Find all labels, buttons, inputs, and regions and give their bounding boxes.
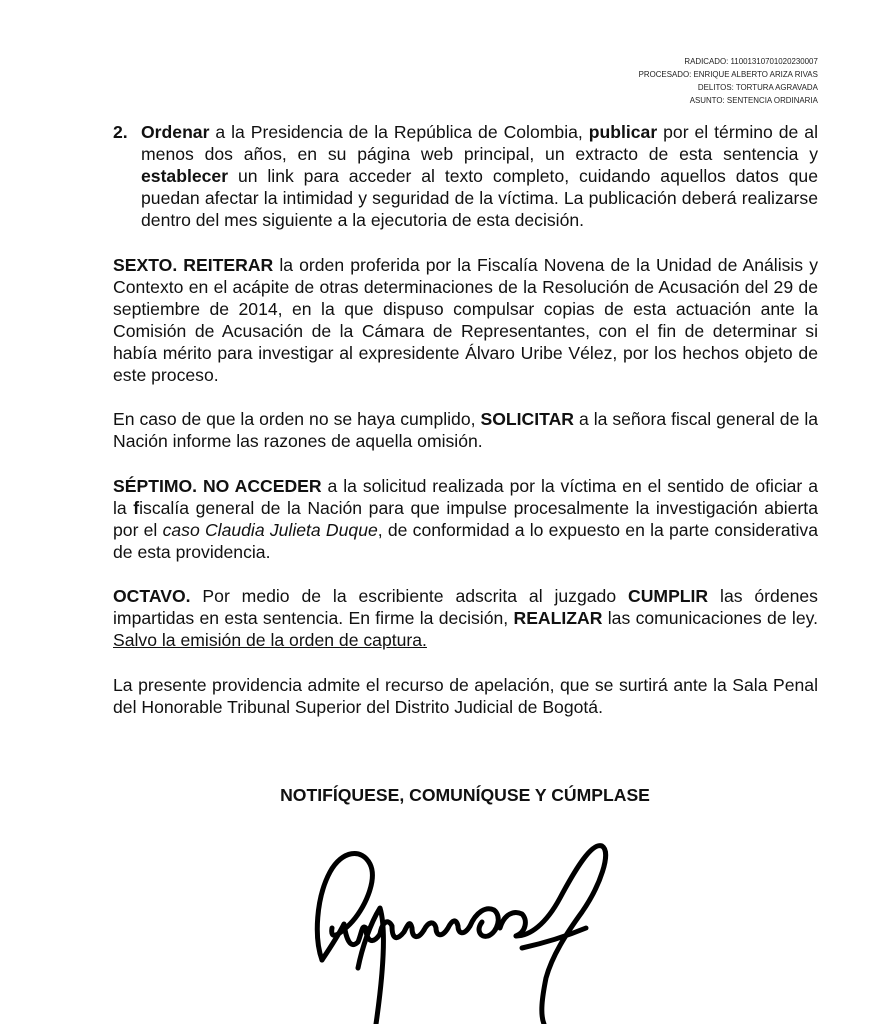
keyword-publicar: publicar (588, 122, 658, 142)
paragraph-septimo: SÉPTIMO. NO ACCEDER a la solicitud realizada por la víctima en el sentido de oficiar a la fiscalía general de la Nación para que impulse procesalmente la investigación abierta por el caso Claudia Julieta Duque, de conformidad a lo expuesto en la parte considerativa de esta providencia. (113, 476, 818, 562)
case-name: caso Claudia Julieta Duque (162, 520, 378, 540)
paragraph-octavo: OCTAVO. Por medio de la escribiente adscrita al juzgado CUMPLIR las órdenes impartidas en esta sentencia. En firme la decisión, REALIZAR las comunicaciones de ley. Salvo la emisión de la orden de captura. (113, 586, 818, 650)
heading-sexto: SEXTO. REITERAR (113, 255, 274, 275)
keyword-realizar: REALIZAR (513, 608, 603, 628)
paragraph-caso: En caso de que la orden no se haya cumplido, SOLICITAR a la señora fiscal general de la Nación informe las razones de aquella omisión. (113, 409, 819, 451)
signature-image (300, 828, 620, 1024)
keyword-establecer: establecer (141, 166, 229, 186)
procesado-line: PROCESADO: ENRIQUE ALBERTO ARIZA RIVAS (638, 69, 818, 79)
document-header (639, 55, 818, 107)
order-item-2 (113, 121, 818, 231)
heading-octavo: OCTAVO. (113, 586, 191, 606)
radicado-line: RADICADO: 11001310701020230007 (684, 56, 818, 66)
closing-formula: NOTIFÍQUESE, COMUNÍQUSE Y CÚMPLASE (280, 785, 650, 805)
keyword-solicitar: SOLICITAR (480, 409, 574, 429)
paragraph-apelacion: La presente providencia admite el recurso de apelación, que se surtirá ante la Sala Penal del Honorable Tribunal Superior del Distrito Judicial de Bogotá. (113, 675, 818, 717)
item-number: 2. (113, 122, 128, 142)
heading-septimo: SÉPTIMO. NO ACCEDER (113, 476, 322, 496)
underlined-note: Salvo la emisión de la orden de captura. (113, 630, 427, 650)
paragraph-sexto: SEXTO. REITERAR la orden proferida por la Fiscalía Novena de la Unidad de Análisis y Contexto en el acápite de otras determinaciones de la Resolución de Acusación del 29 de septiembre de 2014, en la que dispuso compulsar copias de esta actuación ante la Comisión de Acusación de la Cámara de Representantes, con el fin de determinar si había mérito para investigar al expresidente Álvaro Uribe Vélez, por los hechos objeto de este proceso. (113, 255, 818, 385)
item-2-text: Ordenar a la Presidencia de la República de Colombia, publicar por el término de al menos dos años, en su página web principal, un extracto de esta sentencia y establecer un link para acceder al texto completo, cuidando aquellos datos que puedan afectar la intimidad y seguridad de la víctima. La publicación deberá realizarse dentro del mes siguiente a la ejecutoria de esta decisión. (141, 122, 818, 230)
asunto-line: ASUNTO: SENTENCIA ORDINARIA (689, 95, 818, 105)
delitos-line: DELITOS: TORTURA AGRAVADA (698, 82, 818, 92)
keyword-ordenar: Ordenar (141, 122, 210, 142)
keyword-cumplir: CUMPLIR (628, 586, 709, 606)
